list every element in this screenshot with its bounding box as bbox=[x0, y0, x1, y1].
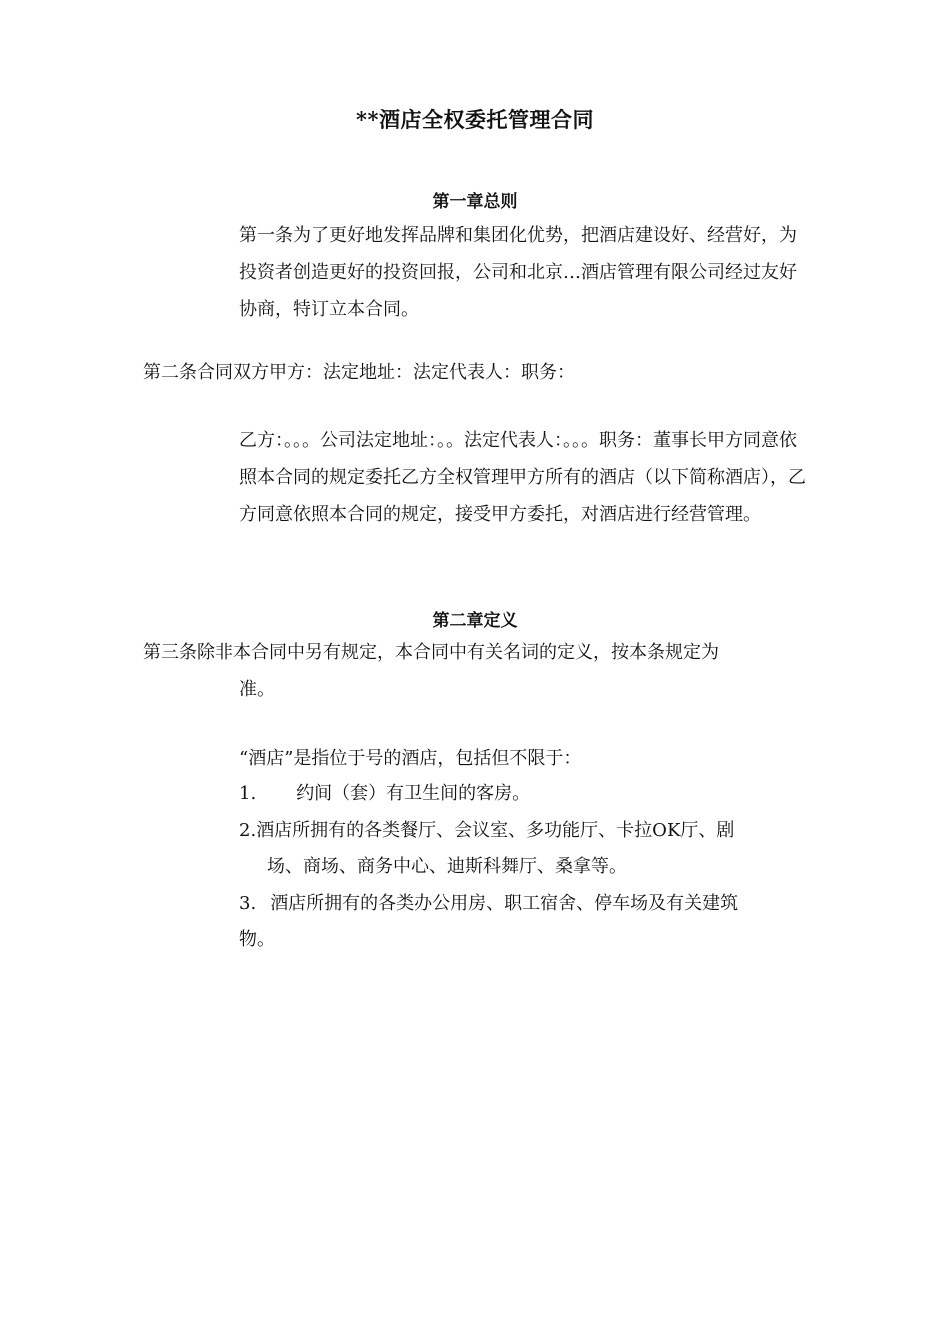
list-item bbox=[239, 886, 819, 922]
article-3-line-1: 第三条除非本合同中另有规定，本合同中有关名词的定义，按本条规定为 bbox=[143, 642, 719, 663]
list-item-text: 酒店所拥有的各类办公用房、职工宿舍、停车场及有关建筑 bbox=[270, 893, 739, 914]
list-item-number: 2. bbox=[239, 820, 257, 841]
chapter-1-heading: 第一章总则 bbox=[432, 192, 518, 212]
list-item bbox=[239, 813, 819, 849]
hotel-definition: “酒店”是指位于号的酒店，包括但不限于： bbox=[239, 748, 582, 769]
list-item-text: 约间（套）有卫生间的客房。 bbox=[296, 783, 531, 804]
chapter-2-heading: 第二章定义 bbox=[432, 611, 518, 631]
list-item-number: 3. bbox=[239, 893, 257, 914]
document-title: **酒店全权委托管理合同 bbox=[356, 107, 594, 132]
article-1-text: 第一条为了更好地发挥品牌和集团化优势，把酒店建设好、经营好，为投资者创造更好的投资回报，公司和北京…酒店管理有限公司经过友好协商，特订立本合同。 bbox=[239, 225, 797, 320]
list-item-number: 1. bbox=[239, 783, 257, 804]
article-2-party-b-text: 乙方：。。。公司法定地址：。。法定代表人：。。。职务：董事长甲方同意依照本合同的规定委托乙方全权管理甲方所有的酒店（以下简称酒店），乙方同意依照本合同的规定，接受甲方委托，对酒店进行经营管理。 bbox=[239, 430, 806, 525]
list-item-text: 酒店所拥有的各类餐厅、会议室、多功能厅、卡拉OK厅、剧 bbox=[256, 820, 735, 841]
list-item bbox=[239, 776, 819, 812]
article-2-parties-line: 第二条合同双方甲方：法定地址：法定代表人：职务： bbox=[143, 362, 575, 383]
list-item-continuation: 物。 bbox=[239, 929, 275, 950]
article-3-line-2: 准。 bbox=[239, 679, 275, 700]
list-item-continuation: 场、商场、商务中心、迪斯科舞厅、桑拿等。 bbox=[267, 856, 627, 877]
